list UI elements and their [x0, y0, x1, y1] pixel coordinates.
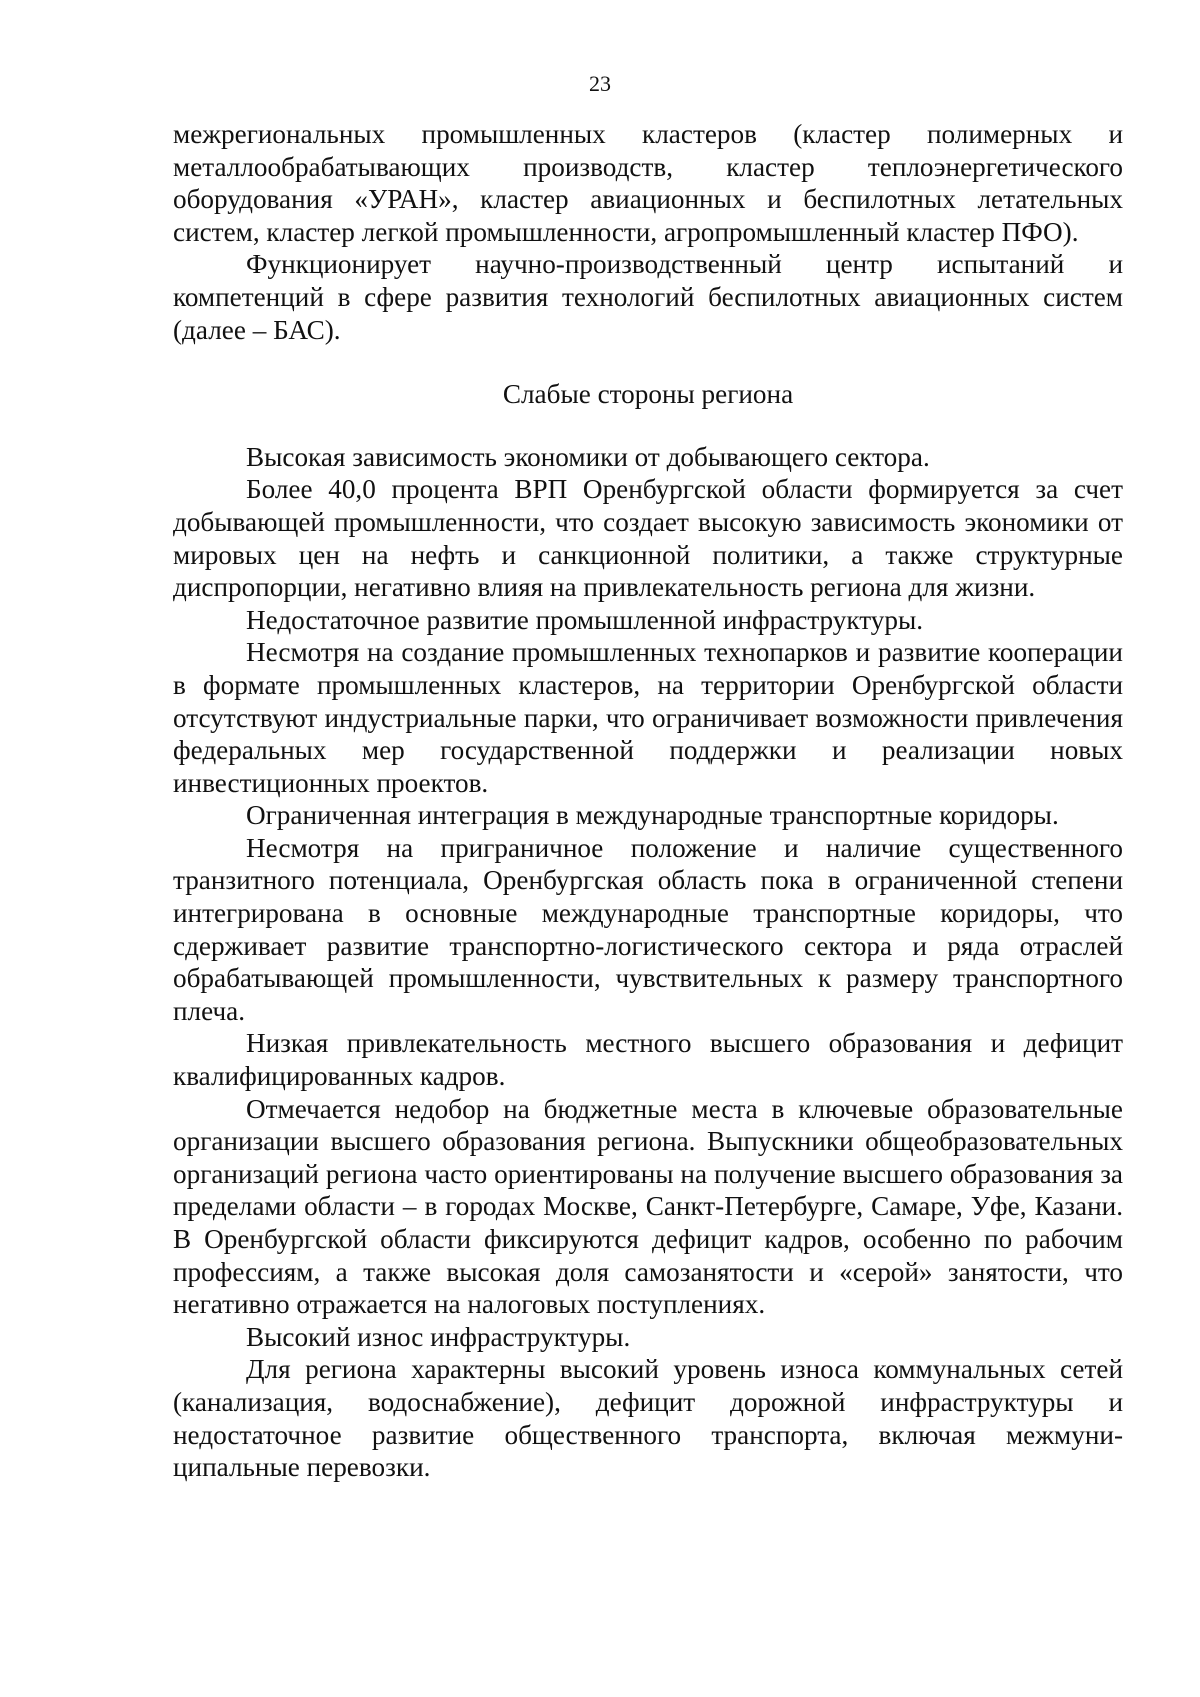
weakness-text-mining: Более 40,0 процента ВРП Оренбургской области формируется за счет добывающей промышленности, что создает высокую зависимость экономики от мировых цен на нефть и санкционной политики, а также структурные диспропорции, негативно влияя на привлекательность региона для жизни.: [173, 474, 1123, 603]
weakness-text-industrial-infrastructure: Несмотря на создание промышленных технопарков и развитие кооперации в формате промышленных кластеров, на территории Оренбургской области отсутствуют индустриальные парки, что ограничивает возможности привлечения федеральных мер государственной поддержки и реализации новых инвестиционных проектов.: [173, 637, 1123, 798]
weakness-text-higher-education: Отмечается недобор на бюджетные места в ключевые образовательные организации высшего образования региона. Выпускники общеобразовательных организаций региона часто ориентированы на получение высшего образования за пределами области – в городах Москве, Санкт-Петербурге, Самаре, Уфе, Казани. В Оренбургской области фиксируются дефицит кадров, особенно по рабочим профессиям, а также высокая доля самозанятости и «серой» занятости, что негативно отражается на налоговых поступлениях.: [173, 1093, 1123, 1320]
weakness-text-transport-corridors: Несмотря на приграничное положение и наличие существенного транзитного потенциала, Оренбургская область пока в ограниченной степени интегрирована в основные международные транспортные коридоры, что сдерживает развитие транспортно-логистического сектора и ряда отраслей обрабатывающей промышленности, чувствительных к размеру транспортного плеча.: [173, 832, 1123, 1026]
weakness-title-industrial-infrastructure: Недостаточное развитие промышленной инфраструктуры.: [246, 604, 924, 635]
weakness-title-transport-corridors: Ограниченная интеграция в международные транспортные коридоры.: [246, 800, 1059, 831]
document-body: [173, 118, 1123, 1484]
weakness-title-higher-education: Низкая привлекательность местного высшего образования и дефицит квалифицированных кадров.: [173, 1028, 1123, 1092]
section-heading: Слабые стороны региона: [502, 379, 794, 410]
weakness-title-infrastructure-wear: Высокий износ инфраструктуры.: [246, 1321, 631, 1352]
intro-paragraph-bas: Функционирует научно-производственный центр испытаний и компетенций в сфере развития технологий беспилотных авиационных систем (далее – БАС).: [173, 249, 1123, 345]
intro-paragraph-continued: межрегиональных промышленных кластеров (кластер полимерных и металлообрабатывающих производств, кластер теплоэнергетического оборудования «УРАН», кластер авиационных и беспилотных летательных систем, кластер легкой промышленности, агропромышленный кластер ПФО).: [173, 119, 1123, 247]
page-number: 23: [589, 71, 611, 96]
weakness-text-infrastructure-wear: Для региона характерны высокий уровень износа коммунальных сетей (канализация, водоснабжение), дефицит дорожной инфраструктуры и недостаточное развитие общественного транспорта, включая межмуниципальные перевозки.: [173, 1354, 1123, 1483]
weakness-title-mining: Высокая зависимость экономики от добывающего сектора.: [246, 441, 930, 472]
